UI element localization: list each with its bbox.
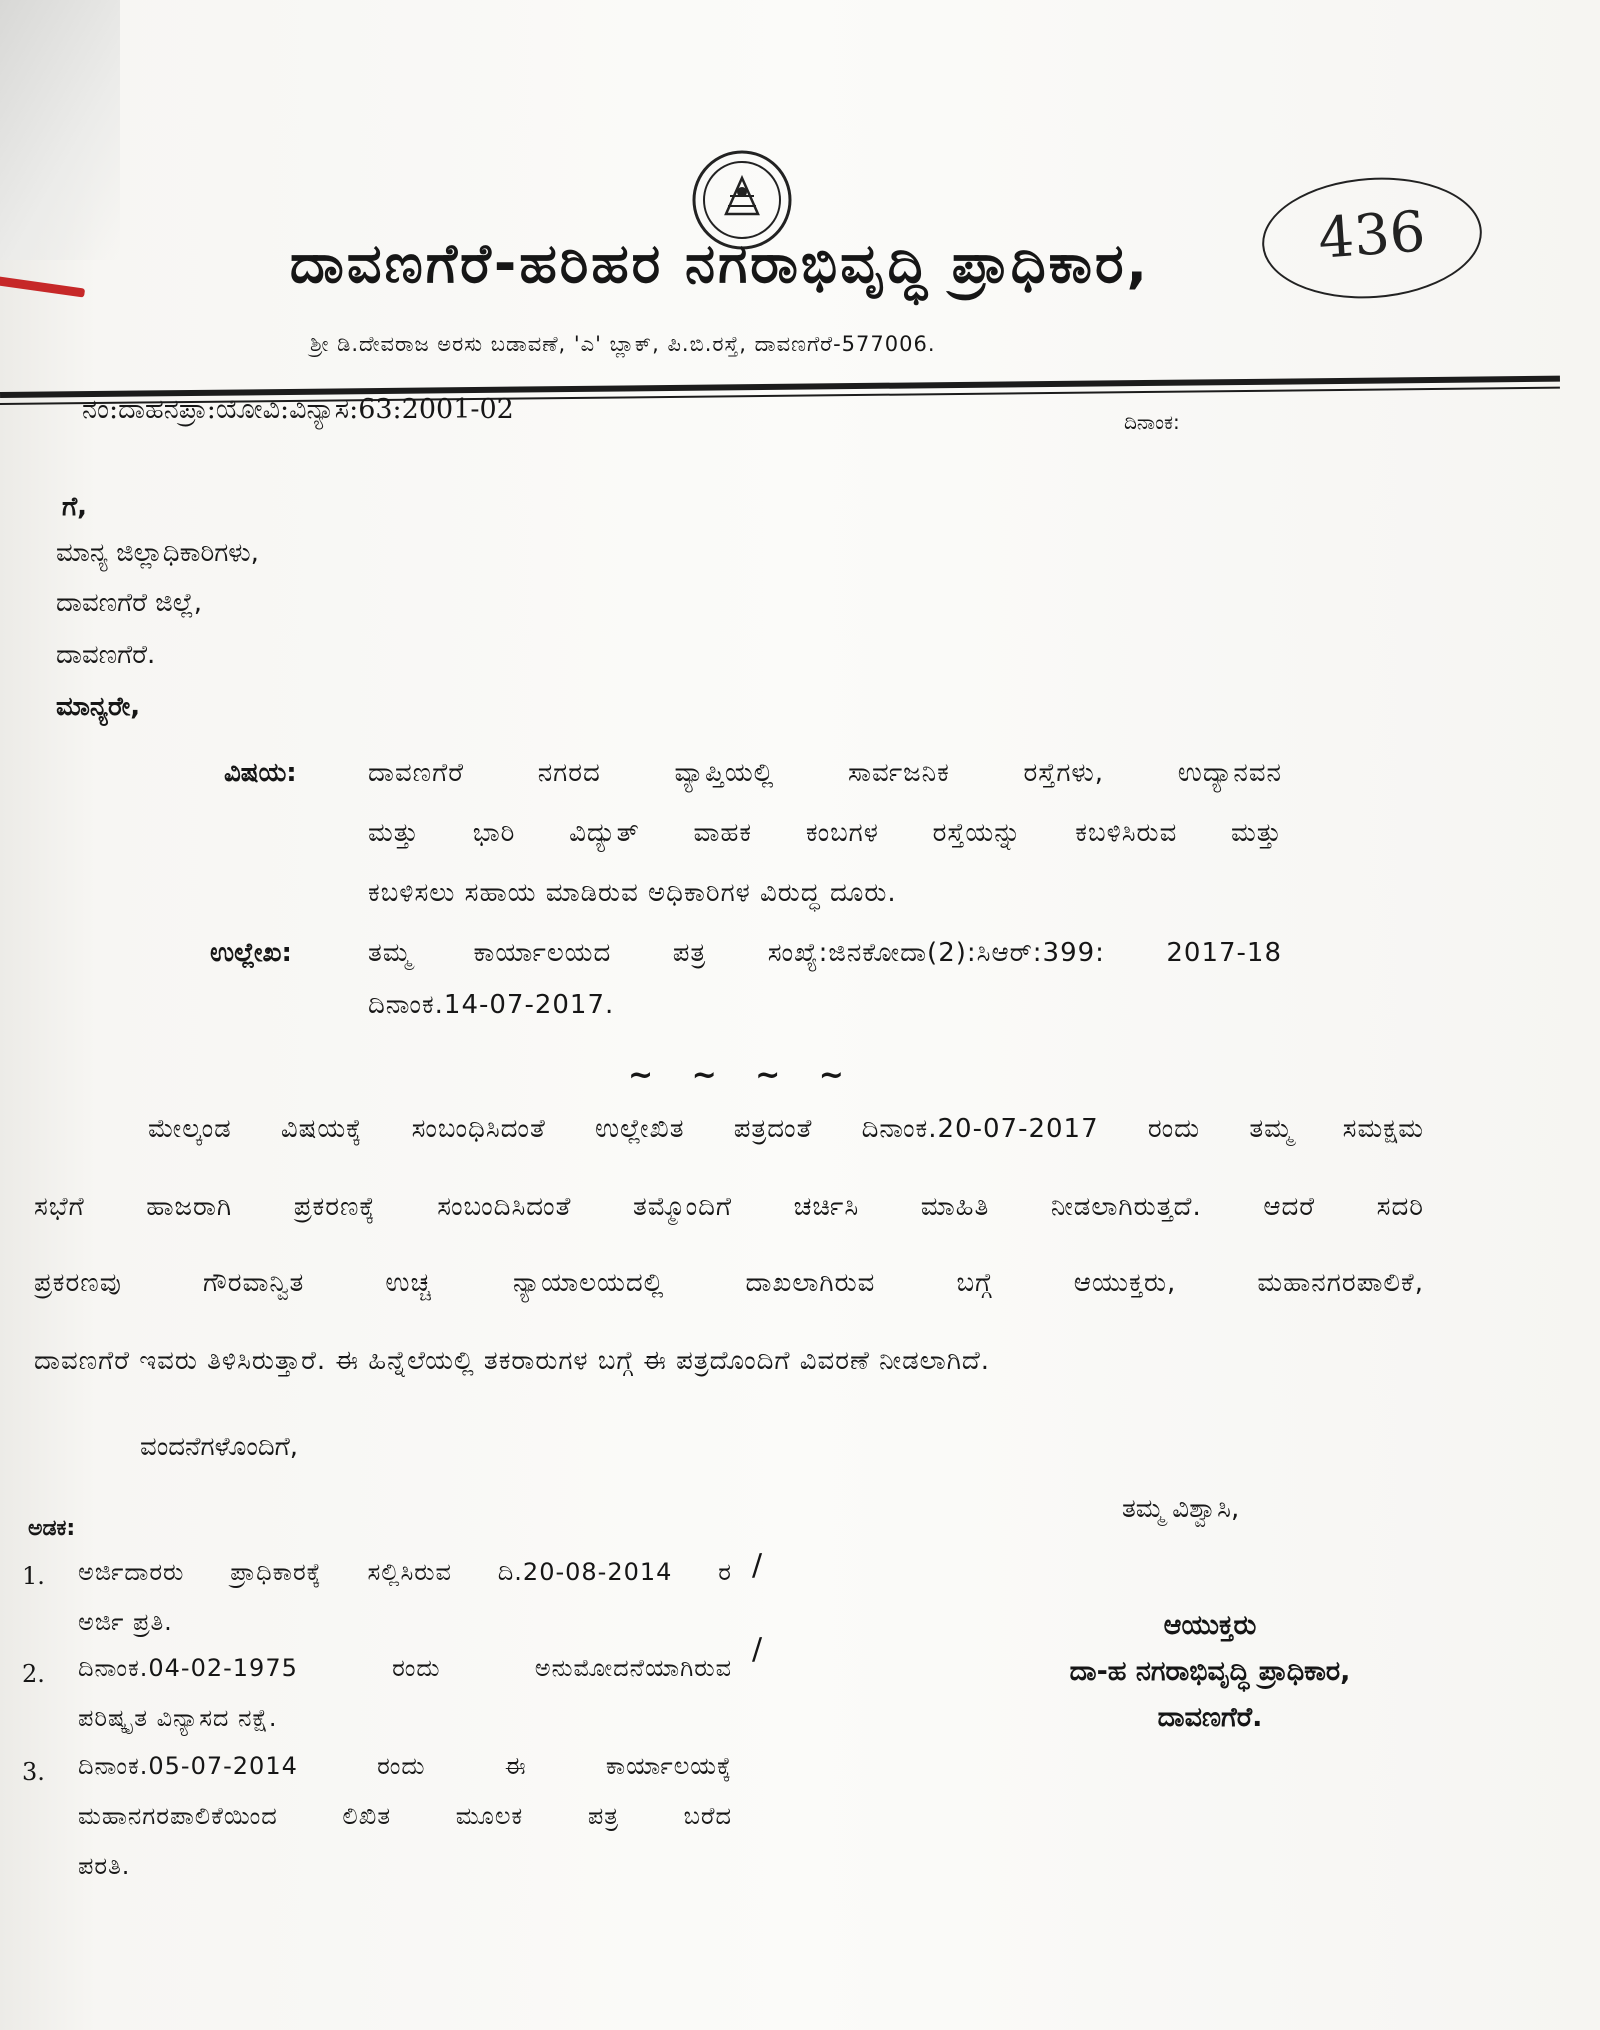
subject-line-3: ಕಬಳಿಸಲು ಸಹಾಯ ಮಾಡಿರುವ ಅಧಿಕಾರಿಗಳ ವಿರುದ್ಧ ದೂರು. bbox=[368, 878, 897, 908]
body-line-2: ಸಭೆಗೆ ಹಾಜರಾಗಿ ಪ್ರಕರಣಕ್ಕೆ ಸಂಬಂದಿಸಿದಂತೆ ತಮ್ಮೊಂದಿಗೆ ಚರ್ಚಿಸಿ ಮಾಹಿತಿ ನೀಡಲಾಗಿರುತ್ತದೆ. ಆದರೆ ಸದರಿ bbox=[34, 1192, 1424, 1222]
signature-office: ದಾ-ಹ ನಗರಾಭಿವೃದ್ಧಿ ಪ್ರಾಧಿಕಾರ, bbox=[1069, 1656, 1351, 1687]
body-line-1: ಮೇಲ್ಕಂಡ ವಿಷಯಕ್ಕೆ ಸಂಬಂಧಿಸಿದಂತೆ ಉಲ್ಲೇಖಿತ ಪತ್ರದಂತೆ ದಿನಾಂಕ.20-07-2017 ರಂದು ತಮ್ಮ ಸಮಕ್ಷಮ bbox=[148, 1114, 1424, 1144]
signature-yours: ತಮ್ಮ ವಿಶ್ವಾಸಿ, bbox=[1122, 1494, 1240, 1524]
file-number-handwritten: 436 bbox=[1258, 170, 1486, 305]
enclosure-1-line-2: ಅರ್ಜಿ ಪ್ರತಿ. bbox=[78, 1608, 173, 1636]
reference-number: ನಂ:ದಾಹನಪ್ರಾ:ಯೋವಿ:ವಿನ್ಯಾಸ:63:2001-02 bbox=[82, 394, 514, 425]
subject-line-1: ದಾವಣಗೆರೆ ನಗರದ ವ್ಯಾಪ್ತಿಯಲ್ಲಿ ಸಾರ್ವಜನಿಕ ರಸ್ತೆಗಳು, ಉದ್ಯಾನವನ bbox=[368, 758, 1282, 788]
addressee-line-3: ದಾವಣಗೆರೆ. bbox=[56, 640, 156, 670]
authority-address: ಶ್ರೀ ಡಿ.ದೇವರಾಜ ಅರಸು ಬಡಾವಣೆ, 'ಎ' ಬ್ಲಾಕ್, ಪಿ.ಬಿ.ರಸ್ತೆ, ದಾವಣಗೆರೆ-577006. bbox=[310, 332, 936, 356]
enclosure-2-number: 2. bbox=[22, 1660, 45, 1688]
body-line-3: ಪ್ರಕರಣವು ಗೌರವಾನ್ವಿತ ಉಚ್ಚ ನ್ಯಾಯಾಲಯದಲ್ಲಿ ದಾಖಲಾಗಿರುವ ಬಗ್ಗೆ ಆಯುಕ್ತರು, ಮಹಾನಗರಪಾಲಿಕೆ, bbox=[34, 1268, 1424, 1298]
page-shadow bbox=[0, 0, 120, 260]
enclosure-3-line-3: ಪರತಿ. bbox=[78, 1852, 131, 1880]
enclosure-2-line-2: ಪರಿಷ್ಕೃತ ವಿನ್ಯಾಸದ ನಕ್ಷೆ. bbox=[78, 1704, 278, 1732]
addressee-line-2: ದಾವಣಗೆರೆ ಜಿಲ್ಲೆ, bbox=[56, 588, 202, 618]
enclosure-3-number: 3. bbox=[22, 1758, 45, 1786]
salutation: ಮಾನ್ಯರೇ, bbox=[56, 692, 141, 722]
enclosure-2-line-1: ದಿನಾಂಕ.04-02-1975 ರಂದು ಅನುಮೋದನೆಯಾಗಿರುವ bbox=[78, 1654, 732, 1682]
tick-mark-1: ∕ bbox=[752, 1548, 763, 1583]
enclosure-1-number: 1. bbox=[22, 1562, 45, 1590]
authority-title: ದಾವಣಗೆರೆ-ಹರಿಹರ ನಗರಾಭಿವೃದ್ಧಿ ಪ್ರಾಧಿಕಾರ, bbox=[289, 232, 1151, 295]
reference-label: ಉಲ್ಲೇಖ: bbox=[210, 938, 292, 968]
signature-place: ದಾವಣಗೆರೆ. bbox=[1157, 1702, 1263, 1733]
body-line-4: ದಾವಣಗೆರೆ ಇವರು ತಿಳಿಸಿರುತ್ತಾರೆ. ಈ ಹಿನ್ನೆಲೆಯಲ್ಲಿ ತಕರಾರುಗಳ ಬಗ್ಗೆ ಈ ಪತ್ರದೊಂದಿಗೆ ವಿವರಣೆ ನೀಡಲಾಗಿದೆ. bbox=[34, 1346, 991, 1376]
enclosure-1-line-1: ಅರ್ಜಿದಾರರು ಪ್ರಾಧಿಕಾರಕ್ಕೆ ಸಲ್ಲಿಸಿರುವ ದಿ.20-08-2014 ರ bbox=[78, 1558, 732, 1586]
signature-designation: ಆಯುಕ್ತರು bbox=[1163, 1610, 1257, 1641]
addressee-to: ಗೆ, bbox=[62, 492, 87, 522]
addressee-line-1: ಮಾನ್ಯ ಜಿಲ್ಲಾಧಿಕಾರಿಗಳು, bbox=[56, 538, 259, 568]
enclosure-3-line-2: ಮಹಾನಗರಪಾಲಿಕೆಯಿಂದ ಲಿಖಿತ ಮೂಲಕ ಪತ್ರ ಬರೆದ bbox=[78, 1802, 732, 1830]
enclosure-3-line-1: ದಿನಾಂಕ.05-07-2014 ರಂದು ಈ ಕಾರ್ಯಾಲಯಕ್ಕೆ bbox=[78, 1752, 732, 1780]
reference-line-1: ತಮ್ಮ ಕಾರ್ಯಾಲಯದ ಪತ್ರ ಸಂಖ್ಯೆ:ಜಿನಕೋದಾ(2):ಸಿಆರ್:399: 2017-18 bbox=[368, 938, 1282, 968]
section-separator: ~ ~ ~ ~ bbox=[628, 1058, 858, 1093]
tick-mark-2: ∕ bbox=[752, 1632, 763, 1667]
date-label: ದಿನಾಂಕ: bbox=[1124, 410, 1180, 434]
subject-label: ವಿಷಯ: bbox=[224, 758, 297, 788]
closing-greeting: ವಂದನೆಗಳೊಂದಿಗೆ, bbox=[140, 1432, 298, 1462]
enclosures-label: ಅಡಕ: bbox=[28, 1516, 76, 1541]
reference-line-2: ದಿನಾಂಕ.14-07-2017. bbox=[368, 990, 615, 1020]
subject-line-2: ಮತ್ತು ಭಾರಿ ವಿದ್ಯುತ್ ವಾಹಕ ಕಂಬಗಳ ರಸ್ತೆಯನ್ನು ಕಬಳಿಸಿರುವ ಮತ್ತು bbox=[368, 818, 1282, 848]
